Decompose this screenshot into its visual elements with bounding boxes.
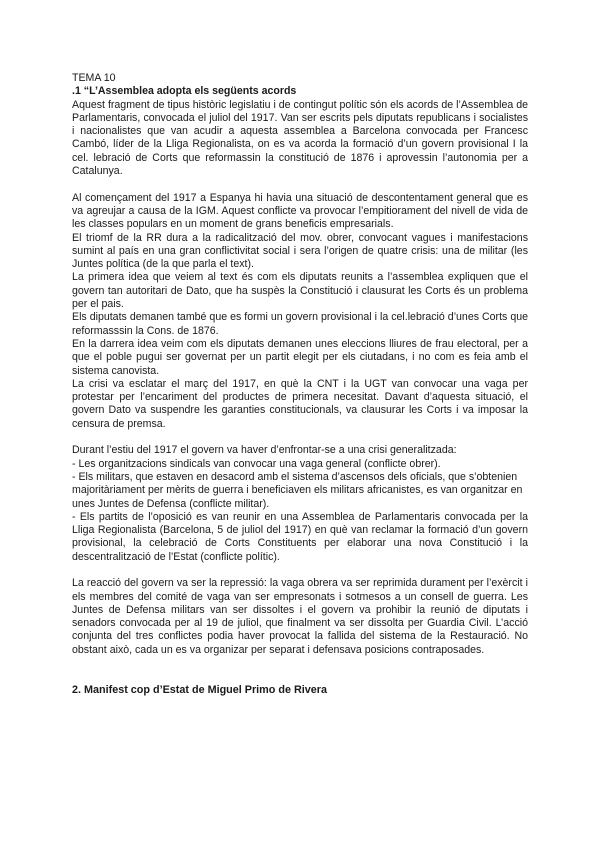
section1-heading: .1 “L’Assemblea adopta els següents acords [72,85,297,98]
context-paragraph: El triomf de la RR dura a la radicalització del mov. obrer, convocant vagues i manifestacions sumint al país en una gran conflictivitat social i sera l’origen de quatre crisis: una de militar (les Juntes política (de la que parla el text). [72,231,528,271]
crisis-list-item: - Els partits de l’oposició es van reunir en una Assemblea de Parlamentaris convocada per la Lliga Regionalista (Barcelona, 5 de juliol del 1917) en què van reclamar la formació d’un govern provisional, la celebració de Corts Constituents per elaborar una nova Constitució i la descentralització de l’Estat (conflicte polític). [72,510,528,563]
context-paragraph: Al començament del 1917 a Espanya hi havia una situació de descontentament general que es va agreujar a causa de la IGM. Aquest conflicte va provocar l’empitiorament del nivell de vida de les classes populars en un moment de grans beneficis empresarials. [72,191,528,231]
reaction-paragraph: La reacció del govern va ser la repressió: la vaga obrera va ser reprimida durament per l’exèrcit i els membres del comité de vaga van ser empresonats i sotmesos a un consell de guerra. Les Juntes de Defensa militars van ser dissoltes i el govern va prohibir la reunió de diputats i senadors convocada per al 19 de juliol, que finalment va ser dissolta per Guardia Civil. L’acció conjunta del tres conflictes podia haver provocat la fallida del sistema de la Restauració. No obstant això, cada un es va organizar per separat i defensava posicions contraposades. [72,577,528,656]
topic-label: TEMA 10 [72,72,116,84]
crisis-list-item: - Les organitzacions sindicals van convocar una vaga general (conflicte obrer). [72,457,441,470]
intro-paragraph: Aquest fragment de tipus històric legislatiu i de contingut polític són els acords de l’Assemblea de Parlamentaris, convocada el juliol del 1917. Van ser escrits pels diputats republicans i socialistes i nacionalistes que van acudir a aquesta assemblea a Barcelona convocada per Francesc Cambó, líder de la Lliga Regionalista, on es va acorda la formació d’un govern provisional I la cel. lebració de Corts que reformassin la constitució de 1876 i aprovessin l’autonomia per a Catalunya. [72,98,528,178]
context-paragraph: Els diputats demanen també que es formi un govern provisional i la cel.lebració d’unes Corts que reformasssin la Cons. de 1876. [72,311,528,337]
section2-heading: 2. Manifest cop d’Estat de Miguel Primo de Rivera [72,683,327,696]
context-paragraph: En la darrera idea veim com els diputats demanen unes eleccions lliures de frau electoral, per a que el poble pugui ser governat per un partit elegit per els ciutadans, i no com es feia amb el sistema canovista. [72,337,528,377]
document-page [72,72,528,697]
crisis-list-item: - Els militars, que estaven en desacord amb el sistema d’ascensos dels oficials, que s’obtenien majoritàriament per mèrits de guerra i beneficiaven els militars africanistes, es van organitzar en unes Juntes de Defensa (conflicte militar). [72,470,523,510]
context-paragraph: La primera idea que veiem al text és com els diputats reunits a l’assemblea expliquen que el govern tan autoritari de Dato, que ha suspès la Constitució i clausurat les Corts és un problema per el pais. [72,271,528,311]
summer-intro: Durant l’estiu del 1917 el govern va haver d’enfrontar-se a una crisi generalitzada: [72,444,457,457]
context-paragraph: La crisi va esclatar el març del 1917, en què la CNT i la UGT van convocar una vaga per protestar per l’encariment del productes de primera necesitat. Davant d’aquesta situació, el govern Dato va suspendre les garanties constitucionals, va clausurar les Corts i va imposar la censura de premsa. [72,377,528,430]
